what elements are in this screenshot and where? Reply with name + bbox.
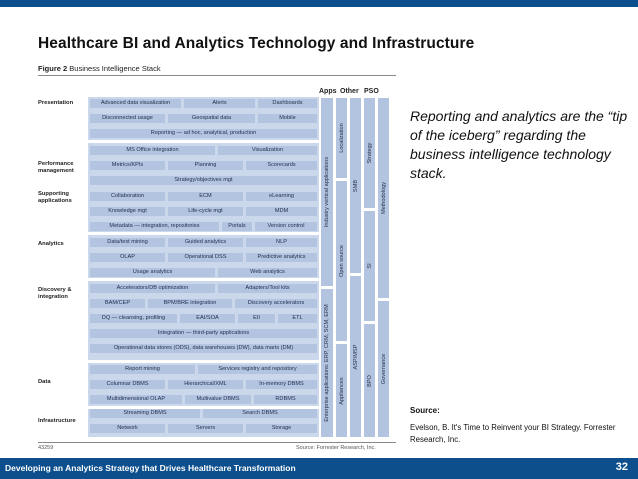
layer-performance-management: Performance management: [38, 161, 74, 174]
cell-storage: Storage: [246, 424, 317, 433]
cell-dq-cleansing: DQ — cleansing, profiling: [90, 314, 177, 323]
cell-dashboards: Dashboards: [258, 99, 317, 108]
figure-rule-bottom: [38, 442, 396, 443]
cell-multivalue-dbms: Multivalue DBMS: [185, 395, 251, 404]
cell-report-mining: Report mining: [90, 365, 195, 374]
cell-visualization: Visualization: [218, 146, 317, 155]
vtext-industry-vertical: Industry vertical applications: [324, 156, 330, 228]
vcol-localization: [336, 98, 347, 178]
cell-accelerators-db: Accelerators/DB optimization: [90, 284, 215, 293]
cell-columnar-dbms: Columnar DBMS: [90, 380, 165, 389]
vcol-enterprise-apps: [321, 289, 333, 437]
cell-elearning: eLearning: [246, 192, 317, 201]
cell-scorecards: Scorecards: [246, 161, 317, 170]
top-accent-bar: [0, 0, 638, 7]
cell-version-control: Version control: [255, 222, 317, 231]
cell-hierarchical-xml: Hierarchical/XML: [168, 380, 243, 389]
vtext-appliances: Appliances: [338, 376, 345, 405]
column-head-other: Other: [340, 88, 359, 95]
cell-collaboration: Collaboration: [90, 192, 165, 201]
cell-eii: EII: [238, 314, 275, 323]
cell-advanced-data-visualization: Advanced data visualization: [90, 99, 181, 108]
cell-eai-soa: EAI/SOA: [180, 314, 235, 323]
layer-data: Data: [38, 379, 51, 385]
cell-usage-analytics: Usage analytics: [90, 268, 215, 277]
vcol-bpo: [364, 324, 375, 437]
cell-ecm: ECM: [168, 192, 243, 201]
cell-discovery-accelerators: Discovery accelerators: [235, 299, 317, 308]
cell-network: Network: [90, 424, 165, 433]
vcol-industry-vertical: [321, 98, 333, 286]
figure-caption: Business Intelligence Stack: [67, 64, 161, 73]
cell-services-registry: Services registry and repository: [198, 365, 317, 374]
slide-title: Healthcare BI and Analytics Technology and Infrastructure: [38, 35, 475, 52]
vcol-strategy: [364, 98, 375, 208]
cell-knowledge-mgt: Knowledge mgt: [90, 207, 165, 216]
vtext-strategy: Strategy: [366, 142, 373, 164]
cell-ms-office-integration: MS Office integration: [90, 146, 215, 155]
vcol-smb: [350, 98, 361, 273]
cell-operational-dss: Operational DSS: [168, 253, 243, 262]
figure-id: 43259: [38, 445, 54, 451]
vtext-open-source: Open source: [338, 244, 345, 278]
figure-source: Source: Forrester Research, Inc.: [296, 445, 376, 451]
cell-search-dbms: Search DBMS: [203, 409, 317, 418]
cell-multidimensional-olap: Multidimensional OLAP: [90, 395, 182, 404]
column-head-pso: PSO: [364, 88, 379, 95]
vcol-methodology: [378, 98, 389, 298]
source-label: Source:: [410, 406, 440, 415]
cell-nlp: NLP: [246, 238, 317, 247]
cell-portals: Portals: [222, 222, 252, 231]
cell-strategy-objectives: Strategy/objectives mgt: [90, 176, 317, 185]
column-head-apps: Apps: [319, 88, 337, 95]
vtext-si: SI: [366, 263, 373, 269]
vcol-asp-msp: [350, 276, 361, 437]
cell-data-text-mining: Data/text mining: [90, 238, 165, 247]
cell-mdm: MDM: [246, 207, 317, 216]
cell-etl: ETL: [278, 314, 317, 323]
figure-number: Figure 2: [38, 64, 68, 73]
vcol-si: [364, 211, 375, 321]
vtext-governance: Governance: [380, 353, 387, 385]
bi-stack-figure: [38, 62, 396, 456]
figure-rule-top: [38, 75, 396, 76]
layer-presentation: Presentation: [38, 100, 74, 106]
cell-streaming-dbms: Streaming DBMS: [90, 409, 200, 418]
footer-bar: [0, 458, 638, 479]
layer-supporting-applications: Supporting applications: [38, 191, 72, 204]
page-number: 32: [615, 461, 628, 473]
vcol-governance: [378, 301, 389, 437]
cell-bam-cep: BAM/CEP: [90, 299, 145, 308]
vtext-smb: SMB: [352, 179, 359, 192]
vtext-localization: Localization: [338, 123, 345, 153]
cell-metrics-kpis: Metrics/KPIs: [90, 161, 165, 170]
vcol-appliances: [336, 344, 347, 437]
cell-disconnected-usage: Disconnected usage: [90, 114, 165, 123]
cell-web-analytics: Web analytics: [218, 268, 317, 277]
cell-reporting: Reporting — ad hoc, analytical, production: [90, 129, 317, 138]
vtext-enterprise-apps: Enterprise applications: ERP, CRM, SCM, ERM: [324, 304, 330, 422]
cell-planning: Planning: [168, 161, 243, 170]
figure-title: [38, 64, 161, 73]
cell-in-memory-dbms: In-memory DBMS: [246, 380, 317, 389]
cell-ods-dw-dm: Operational data stores (ODS), data warehouses (DW), data marts (DM): [90, 344, 317, 353]
cell-bpm-bre-integration: BPM/BRE integration: [148, 299, 232, 308]
layer-discovery-integration: Discovery & integration: [38, 287, 72, 300]
vtext-bpo: BPO: [366, 374, 373, 387]
cell-alerts: Alerts: [184, 99, 255, 108]
cell-integration-third-party: Integration — third-party applications: [90, 329, 317, 338]
layer-infrastructure: Infrastructure: [38, 418, 76, 424]
cell-servers: Servers: [168, 424, 243, 433]
cell-predictive-analytics: Predictive analytics: [246, 253, 317, 262]
vtext-methodology: Methodology: [380, 181, 387, 215]
cell-mobile: Mobile: [258, 114, 317, 123]
cell-life-cycle-mgt: Life-cycle mgt: [168, 207, 243, 216]
footer-title: Developing an Analytics Strategy that Drives Healthcare Transformation: [5, 463, 296, 473]
vcol-open-source: [336, 181, 347, 341]
cell-geospatial-data: Geospatial data: [168, 114, 255, 123]
cell-adapters-toolkits: Adapters/Tool kits: [218, 284, 317, 293]
layer-analytics: Analytics: [38, 241, 64, 247]
callout-text: Reporting and analytics are the “tip of the iceberg” regarding the business intelligence technology stack.: [410, 108, 628, 181]
cell-metadata: Metadata — integration, repositories: [90, 222, 219, 231]
vtext-asp-msp: ASP/MSP: [352, 344, 359, 369]
source-citation: Evelson, B. It's Time to Reinvent your BI Strategy. Forrester Research, Inc.: [410, 423, 616, 444]
cell-guided-analytics: Guided analytics: [168, 238, 243, 247]
cell-rdbms: RDBMS: [254, 395, 317, 404]
cell-olap: OLAP: [90, 253, 165, 262]
